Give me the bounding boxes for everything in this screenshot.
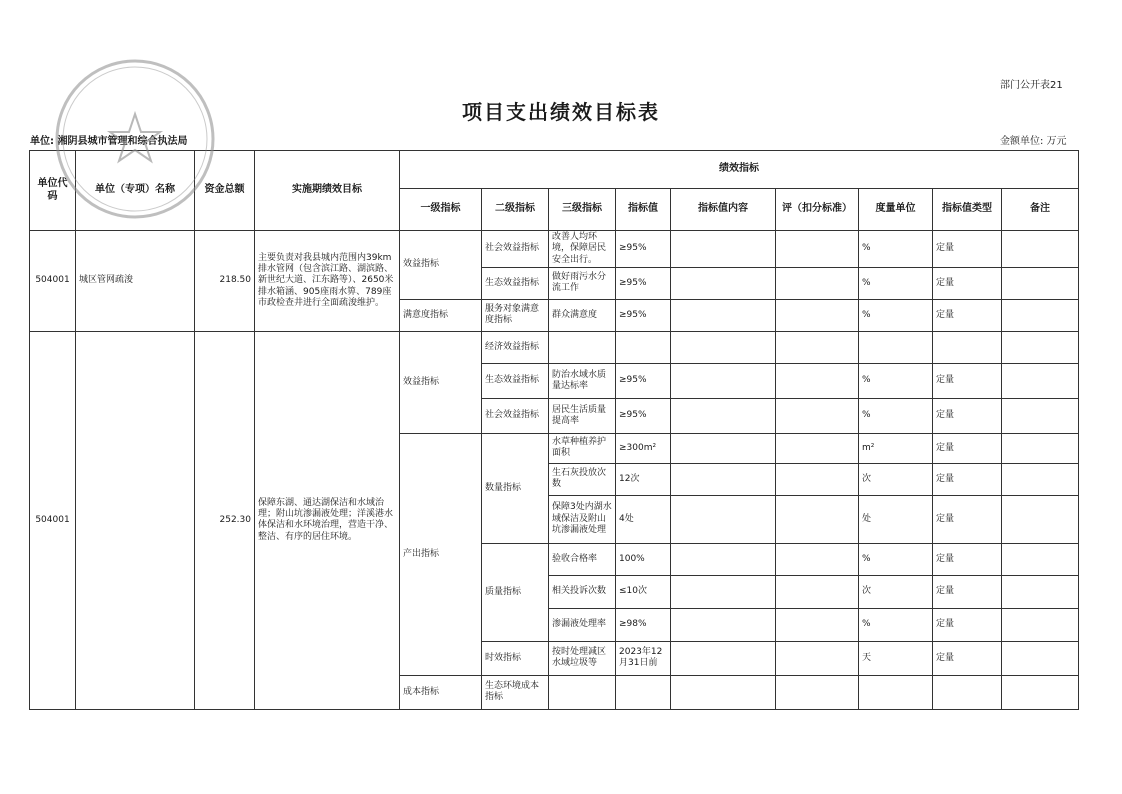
indicator-content-cell <box>671 608 776 641</box>
indicator-value-cell: 100% <box>616 543 671 575</box>
header-total-funds: 资金总额 <box>195 151 255 231</box>
remark-cell <box>1002 267 1079 299</box>
indicator-value-cell: ≥95% <box>616 267 671 299</box>
table-row <box>30 231 1079 268</box>
table-row <box>30 331 1079 363</box>
level1-cell: 产出指标 <box>400 433 482 675</box>
project-name <box>76 331 195 709</box>
header-indicator-content: 指标值内容 <box>671 189 776 231</box>
measure-unit-cell: % <box>859 363 933 398</box>
level3-cell: 生石灰投放次数 <box>549 463 616 495</box>
scoring-cell <box>776 575 859 608</box>
page-title: 项目支出绩效目标表 <box>462 100 660 124</box>
indicator-value-cell: ≥95% <box>616 231 671 268</box>
level3-cell: 按时处理减区水域垃圾等 <box>549 641 616 675</box>
level3-cell <box>549 675 616 709</box>
project-code: 504001 <box>30 331 76 709</box>
level3-cell: 做好雨污水分流工作 <box>549 267 616 299</box>
indicator-value-cell <box>616 331 671 363</box>
indicator-value-cell: ≥95% <box>616 398 671 433</box>
value-type-cell: 定量 <box>933 267 1002 299</box>
value-type-cell: 定量 <box>933 299 1002 331</box>
value-type-cell <box>933 331 1002 363</box>
level2-cell: 质量指标 <box>482 543 549 641</box>
project-goal: 保障东湖、通达湖保洁和水域治理；附山坑渗漏液处理；洋溪港水体保洁和水环境治理，营造干净、整洁、有序的居住环境。 <box>255 331 400 709</box>
document-number: 部门公开表21 <box>1000 80 1063 91</box>
measure-unit-cell: % <box>859 608 933 641</box>
remark-cell <box>1002 398 1079 433</box>
project-goal: 主要负责对我县城内范围内39km排水管网（包含滨江路、湖滨路、新世纪大道、江东路等）、2650米排水箱涵、905座雨水箅、789座市政检查井进行全面疏浚维护。 <box>255 231 400 332</box>
level1-cell: 成本指标 <box>400 675 482 709</box>
scoring-cell <box>776 495 859 543</box>
level1-cell: 效益指标 <box>400 231 482 300</box>
measure-unit-cell: 次 <box>859 463 933 495</box>
scoring-cell <box>776 231 859 268</box>
level2-cell: 时效指标 <box>482 641 549 675</box>
measure-unit-cell: % <box>859 543 933 575</box>
level1-cell: 效益指标 <box>400 331 482 433</box>
indicator-value-cell: 12次 <box>616 463 671 495</box>
scoring-cell <box>776 608 859 641</box>
value-type-cell: 定量 <box>933 363 1002 398</box>
remark-cell <box>1002 641 1079 675</box>
indicator-value-cell: ≥95% <box>616 299 671 331</box>
indicator-content-cell <box>671 543 776 575</box>
scoring-cell <box>776 641 859 675</box>
remark-cell <box>1002 543 1079 575</box>
level3-cell: 保障3处内湖水域保洁及附山坑渗漏液处理 <box>549 495 616 543</box>
indicator-value-cell: ≥98% <box>616 608 671 641</box>
scoring-cell <box>776 463 859 495</box>
remark-cell <box>1002 495 1079 543</box>
unit-label: 单位: 湘阴县城市管理和综合执法局 <box>30 136 188 147</box>
measure-unit-cell: 次 <box>859 575 933 608</box>
indicator-value-cell: 4处 <box>616 495 671 543</box>
header-indicator-value: 指标值 <box>616 189 671 231</box>
level2-cell: 生态环境成本指标 <box>482 675 549 709</box>
remark-cell <box>1002 463 1079 495</box>
level2-cell: 生态效益指标 <box>482 363 549 398</box>
level2-cell: 生态效益指标 <box>482 267 549 299</box>
value-type-cell: 定量 <box>933 231 1002 268</box>
measure-unit-cell <box>859 331 933 363</box>
project-code: 504001 <box>30 231 76 332</box>
value-type-cell: 定量 <box>933 495 1002 543</box>
indicator-value-cell: 2023年12月31日前 <box>616 641 671 675</box>
indicator-value-cell <box>616 675 671 709</box>
remark-cell <box>1002 433 1079 463</box>
value-type-cell: 定量 <box>933 641 1002 675</box>
measure-unit-cell: m² <box>859 433 933 463</box>
measure-unit-cell: % <box>859 299 933 331</box>
measure-unit-cell: % <box>859 398 933 433</box>
indicator-content-cell <box>671 575 776 608</box>
measure-unit-cell <box>859 675 933 709</box>
level2-cell: 经济效益指标 <box>482 331 549 363</box>
remark-cell <box>1002 363 1079 398</box>
indicator-content-cell <box>671 231 776 268</box>
remark-cell <box>1002 331 1079 363</box>
value-type-cell: 定量 <box>933 575 1002 608</box>
scoring-cell <box>776 267 859 299</box>
indicator-content-cell <box>671 331 776 363</box>
measure-unit-cell: 处 <box>859 495 933 543</box>
level3-cell <box>549 331 616 363</box>
indicator-content-cell <box>671 641 776 675</box>
header-remark: 备注 <box>1002 189 1079 231</box>
header-period-goal: 实施期绩效目标 <box>255 151 400 231</box>
measure-unit-cell: % <box>859 231 933 268</box>
header-level2: 二级指标 <box>482 189 549 231</box>
level2-cell: 社会效益指标 <box>482 231 549 268</box>
level3-cell: 群众满意度 <box>549 299 616 331</box>
remark-cell <box>1002 675 1079 709</box>
value-type-cell: 定量 <box>933 398 1002 433</box>
performance-goal-table <box>29 150 1079 710</box>
level3-cell: 验收合格率 <box>549 543 616 575</box>
scoring-cell <box>776 675 859 709</box>
indicator-content-cell <box>671 299 776 331</box>
indicator-content-cell <box>671 495 776 543</box>
indicator-content-cell <box>671 675 776 709</box>
value-type-cell: 定量 <box>933 433 1002 463</box>
project-name: 城区管网疏浚 <box>76 231 195 332</box>
indicator-content-cell <box>671 463 776 495</box>
header-value-type: 指标值类型 <box>933 189 1002 231</box>
header-unit-name: 单位（专项）名称 <box>76 151 195 231</box>
value-type-cell: 定量 <box>933 543 1002 575</box>
level3-cell: 水草种植养护面积 <box>549 433 616 463</box>
level3-cell: 相关投诉次数 <box>549 575 616 608</box>
level3-cell: 居民生活质量提高率 <box>549 398 616 433</box>
header-level1: 一级指标 <box>400 189 482 231</box>
indicator-content-cell <box>671 433 776 463</box>
level3-cell: 改善人均环境，保障居民安全出行。 <box>549 231 616 268</box>
remark-cell <box>1002 575 1079 608</box>
remark-cell <box>1002 608 1079 641</box>
value-type-cell: 定量 <box>933 608 1002 641</box>
header-unit-code: 单位代码 <box>30 151 76 231</box>
indicator-value-cell: ≤10次 <box>616 575 671 608</box>
remark-cell <box>1002 231 1079 268</box>
amount-unit-label: 金额单位: 万元 <box>1000 136 1067 147</box>
scoring-cell <box>776 543 859 575</box>
scoring-cell <box>776 363 859 398</box>
measure-unit-cell: % <box>859 267 933 299</box>
header-measure-unit: 度量单位 <box>859 189 933 231</box>
level2-cell: 社会效益指标 <box>482 398 549 433</box>
indicator-value-cell: ≥300m² <box>616 433 671 463</box>
value-type-cell <box>933 675 1002 709</box>
project-funds: 218.50 <box>195 231 255 332</box>
header-level3: 三级指标 <box>549 189 616 231</box>
remark-cell <box>1002 299 1079 331</box>
scoring-cell <box>776 299 859 331</box>
level2-cell: 服务对象满意度指标 <box>482 299 549 331</box>
header-scoring: 评（扣分标准） <box>776 189 859 231</box>
project-funds: 252.30 <box>195 331 255 709</box>
indicator-content-cell <box>671 363 776 398</box>
level1-cell: 满意度指标 <box>400 299 482 331</box>
indicator-content-cell <box>671 267 776 299</box>
level3-cell: 渗漏液处理率 <box>549 608 616 641</box>
indicator-value-cell: ≥95% <box>616 363 671 398</box>
measure-unit-cell: 天 <box>859 641 933 675</box>
level2-cell: 数量指标 <box>482 433 549 543</box>
level3-cell: 防治水域水质量达标率 <box>549 363 616 398</box>
scoring-cell <box>776 398 859 433</box>
indicator-content-cell <box>671 398 776 433</box>
header-performance-indicators: 绩效指标 <box>400 151 1079 189</box>
scoring-cell <box>776 433 859 463</box>
scoring-cell <box>776 331 859 363</box>
value-type-cell: 定量 <box>933 463 1002 495</box>
